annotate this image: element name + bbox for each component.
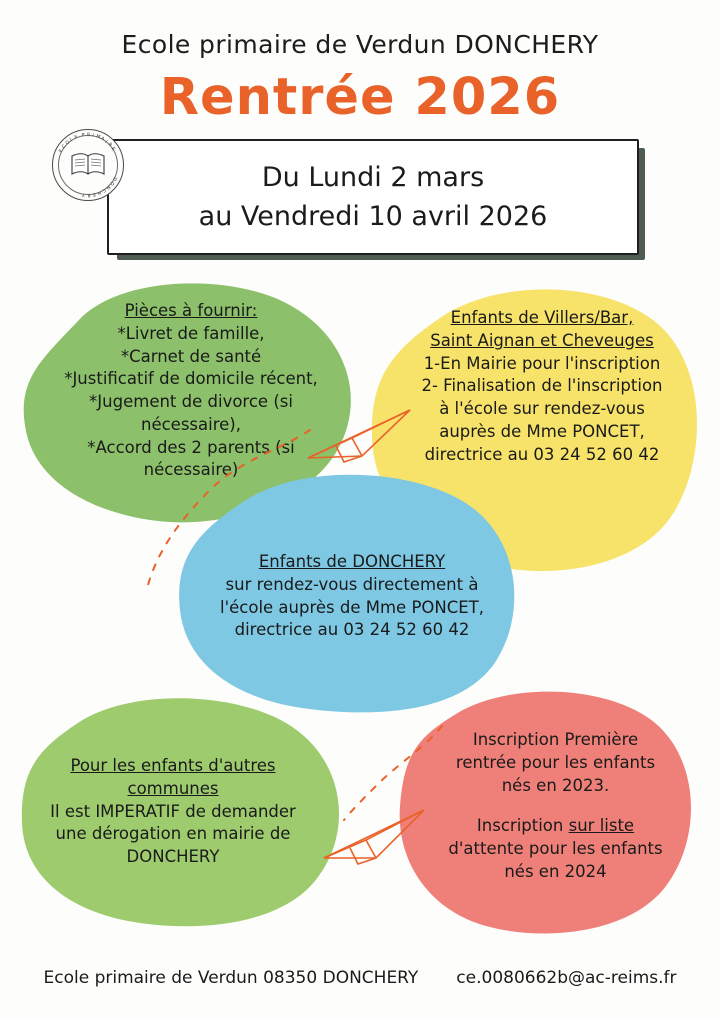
autres-communes-heading-1: Pour les enfants d'autres (70, 756, 276, 775)
inscription-p2-pre: Inscription (476, 816, 569, 836)
donchery-heading: Enfants de DONCHERY (258, 552, 446, 571)
school-stamp (52, 129, 124, 201)
donchery-line-0: sur rendez-vous directement à (225, 574, 479, 594)
autres-communes-line-1: une dérogation en mairie de (55, 824, 291, 844)
date-box (107, 139, 639, 255)
autres-communes-line-2: DONCHERY (126, 847, 220, 867)
villers-heading-2: Saint Aignan et Cheveuges (430, 330, 654, 350)
villers-line-4: directrice au 03 24 52 60 42 (424, 444, 660, 464)
villers-line-3: auprès de Mme PONCET, (439, 421, 645, 441)
inscription-p2-line-2: nés en 2024 (504, 861, 607, 881)
inscription-p2-line-0 (418, 815, 693, 838)
donchery-line-2: directrice au 03 24 52 60 42 (234, 620, 470, 640)
footer-email[interactable]: ce.0080662b@ac-reims.fr (456, 968, 677, 988)
footer-address: Ecole primaire de Verdun 08350 DONCHERY (43, 968, 419, 988)
villers-text (392, 307, 692, 466)
dotted-trail-1 (130, 420, 330, 600)
inscription-spacer (418, 797, 693, 815)
page-title: Rentrée 2026 (159, 68, 561, 127)
school-title: Ecole primaire de Verdun DONCHERY (121, 30, 599, 59)
villers-heading-1: Enfants de Villers/Bar, (450, 308, 634, 327)
inscription-p2-underlined: sur liste (568, 816, 635, 836)
date-line-1: Du Lundi 2 mars (261, 161, 485, 193)
documents-line-3: *Jugement de divorce (si (89, 392, 293, 412)
documents-line-2: *Justificatif de domicile récent, (64, 369, 318, 389)
autres-communes-text (18, 755, 328, 869)
documents-line-6: nécessaire) (143, 460, 239, 480)
donchery-line-1: l'école auprès de Mme PONCET, (220, 597, 484, 617)
inscription-p1-line-0: Inscription Première (472, 730, 639, 749)
villers-line-0: 1-En Mairie pour l'inscription (423, 353, 661, 373)
documents-line-5: *Accord des 2 parents (si (87, 437, 295, 457)
villers-line-1: 2- Finalisation de l'inscription (421, 376, 663, 396)
documents-line-1: *Carnet de santé (120, 346, 262, 366)
autres-communes-line-0: Il est IMPERATIF de demander (50, 801, 296, 821)
autres-communes-heading-2: communes (127, 778, 219, 798)
date-line-2: au Vendredi 10 avril 2026 (198, 201, 548, 232)
stamp-label: E C O L E P R I M A I R E D O N C H E R Y (58, 132, 118, 198)
documents-line-4: nécessaire), (141, 414, 241, 434)
villers-line-2: à l'école sur rendez-vous (439, 399, 645, 419)
documents-line-0: *Livret de famille, (117, 323, 265, 343)
documents-heading: Pièces à fournir: (124, 301, 258, 320)
dotted-trail-2 (338, 718, 458, 828)
inscription-p2-line-1: d'attente pour les enfants (448, 839, 663, 859)
inscription-p1-line-2: nés en 2023. (501, 775, 610, 795)
inscription-text (418, 729, 693, 884)
inscription-p1-line-1: rentrée pour les enfants (455, 752, 656, 772)
footer (0, 968, 720, 988)
